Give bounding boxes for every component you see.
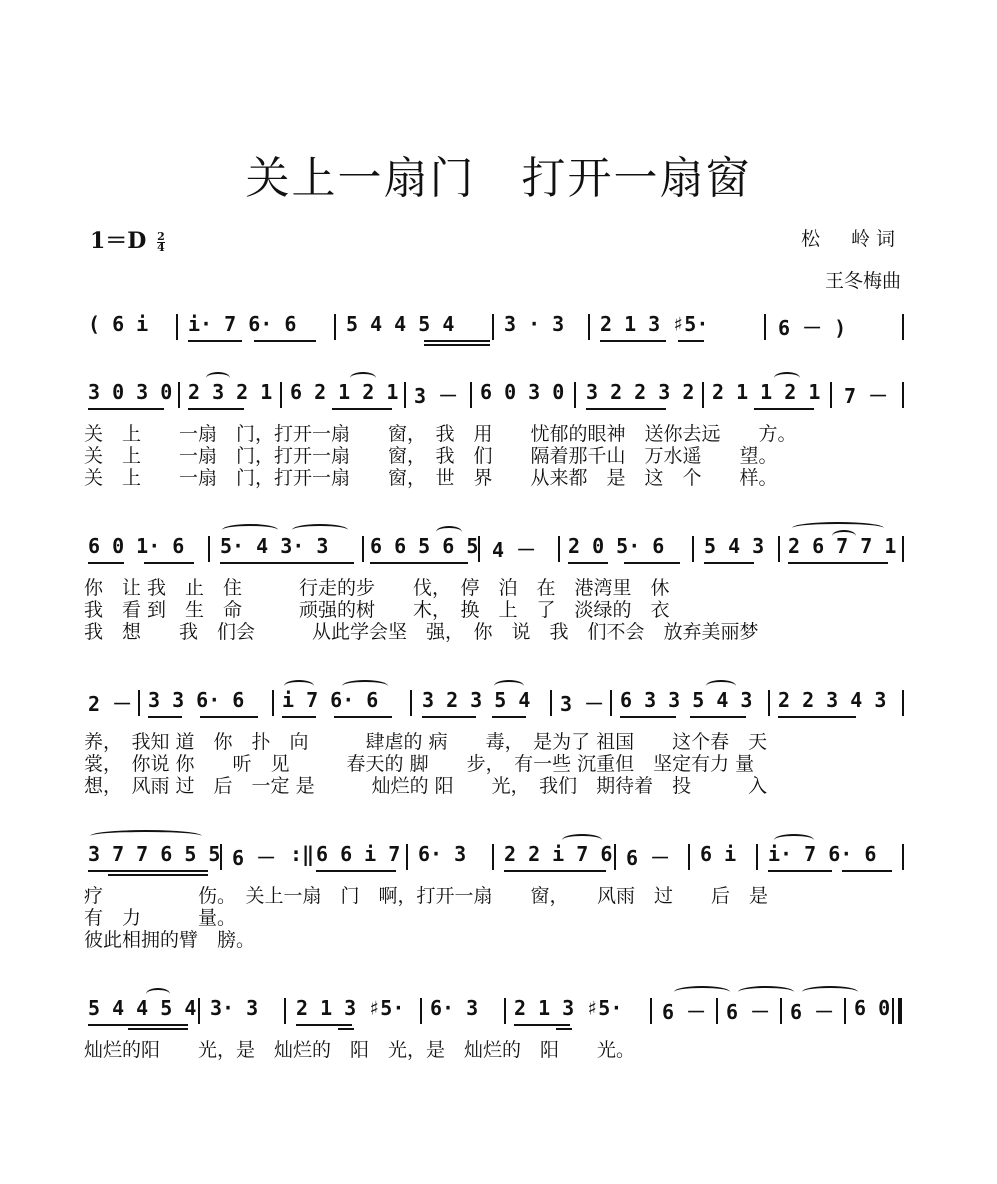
measure: 6 2 1 2 1 [290, 380, 399, 404]
barline [574, 382, 576, 408]
underline [144, 562, 194, 564]
slur [774, 834, 814, 846]
measure: 2 3 2 1 [188, 380, 273, 404]
underline [338, 1028, 354, 1030]
tie [674, 986, 730, 998]
underline [148, 716, 182, 718]
measure: 6 i [700, 842, 737, 866]
slur [284, 680, 314, 692]
measure: 3 － [560, 692, 605, 716]
measure: 6 0 3 0 [480, 380, 565, 404]
lyric-verse-2: 有 力 量。 [84, 907, 237, 929]
key-signature [90, 224, 165, 255]
underline [188, 408, 244, 410]
barline [756, 844, 758, 870]
measure: 6 － [626, 846, 671, 870]
barline [208, 536, 210, 562]
measure: 2 2 3 4 3 [778, 688, 887, 712]
barline [284, 998, 286, 1024]
measure: 2 0 5· 6 [568, 534, 665, 558]
underline [254, 340, 316, 342]
lyric-verse-3: 想， 风雨 过 后 一定 是 灿烂的 阳 光， 我们 期待着 投 入 [84, 775, 768, 797]
barline [220, 844, 222, 870]
slur [350, 372, 376, 384]
underline [842, 870, 892, 872]
notes-row-1 [84, 380, 910, 414]
barline [406, 844, 408, 870]
notes-row-0 [84, 312, 910, 346]
barline [492, 844, 494, 870]
measure: 5 4 3 [704, 534, 765, 558]
notes-row-2 [84, 534, 910, 568]
underline [332, 408, 392, 410]
barline [768, 690, 770, 716]
lyric-verse-1: 关 上 一扇 门，打开一扇 窗， 我 用 忧郁的眼神 送你去远 方。 [84, 423, 797, 445]
measure: 6 0 [854, 996, 891, 1020]
measure: 5 4 4 5 4 [88, 996, 197, 1020]
measure: i· 7 6· 6 [188, 312, 297, 336]
slur [832, 530, 856, 542]
key-label: 1＝D [90, 228, 147, 254]
lyricist-credit: 松 岭词 [800, 228, 901, 250]
underline [334, 716, 392, 718]
underline [586, 408, 666, 410]
underline [690, 716, 746, 718]
measure: 2 1 3 ♯5· [600, 312, 709, 336]
barline [902, 690, 904, 716]
measure: 5 4 4 5 4 [346, 312, 455, 336]
measure: 2 － [88, 692, 133, 716]
measure: 6 － [726, 1000, 771, 1024]
measure: 5· 4 3· 3 [220, 534, 329, 558]
underline [424, 344, 490, 346]
underline [422, 716, 476, 718]
slur [342, 680, 388, 692]
lyric-verse-2: 关 上 一扇 门，打开一扇 窗， 我 们 隔着那千山 万水遥 望。 [84, 445, 778, 467]
notes-row-3 [84, 688, 910, 722]
barline [420, 998, 422, 1024]
slur [706, 680, 736, 692]
barline [588, 314, 590, 340]
measure: 6· 3 [430, 996, 479, 1020]
measure: 6 － [232, 846, 277, 870]
barline [178, 382, 180, 408]
slur [562, 834, 602, 846]
barline [892, 998, 894, 1024]
slur [222, 524, 278, 536]
barline [902, 314, 904, 340]
measure: 7 － [844, 384, 889, 408]
measure: 6 3 3 5 4 3 [620, 688, 753, 712]
barline [902, 536, 904, 562]
title-part-2: 打开一扇窗 [521, 153, 752, 204]
slur [774, 372, 800, 384]
slur [90, 830, 202, 842]
lyric-verse-1: 养， 我知 道 你 扑 向 肆虐的 病 毒， 是为了 祖国 这个春 天 [84, 731, 768, 753]
barline [692, 536, 694, 562]
barline [610, 690, 612, 716]
measure: 3 3 6· 6 [148, 688, 245, 712]
tie [738, 986, 794, 998]
barline [764, 314, 766, 340]
measure: 3 2 3 5 4 [422, 688, 531, 712]
barline [470, 382, 472, 408]
time-signature [157, 229, 165, 254]
lyric-verse-1: 你 让 我 止 住 行走的步 伐， 停 泊 在 港湾里 休 [84, 577, 670, 599]
barline [198, 998, 200, 1024]
measure: 2 1 1 2 1 [712, 380, 821, 404]
measure: 6 － [662, 1000, 707, 1024]
underline [282, 716, 316, 718]
barline [272, 690, 274, 716]
tie [802, 986, 858, 998]
lyric-verse-3: 彼此相拥的臂 膀。 [84, 929, 256, 951]
barline [780, 998, 782, 1024]
underline [788, 562, 888, 564]
barline [176, 314, 178, 340]
underline [220, 562, 354, 564]
measure: 3 － [414, 384, 459, 408]
barline [334, 314, 336, 340]
underline [678, 340, 704, 342]
barline [778, 536, 780, 562]
underline [778, 716, 856, 718]
underline [492, 716, 526, 718]
measure: 2 6 7 7 1 [788, 534, 897, 558]
title-part-1: 关上一扇门 [245, 153, 476, 204]
barline [650, 998, 652, 1024]
measure: 3 7 7 6 5 5 [88, 842, 221, 866]
underline [88, 1024, 188, 1026]
measure: 6 － [790, 1000, 835, 1024]
measure: 4 － [492, 538, 537, 562]
lyric-verse-1: 疗 伤。 关上一扇 门 啊，打开一扇 窗， 风雨 过 后 是 [84, 885, 769, 907]
underline [88, 408, 164, 410]
measure: 6 6 i 7 [316, 842, 401, 866]
barline [558, 536, 560, 562]
underline [600, 340, 666, 342]
measure: 3 2 2 3 2 [586, 380, 695, 404]
barline [902, 844, 904, 870]
underline [504, 870, 606, 872]
underline [620, 716, 676, 718]
underline [200, 716, 258, 718]
barline [550, 690, 552, 716]
underline [296, 1024, 352, 1026]
notes-row-5 [84, 996, 910, 1030]
measure: 3· 3 [210, 996, 259, 1020]
slur [436, 526, 462, 538]
barline [688, 844, 690, 870]
barline [844, 998, 846, 1024]
barline [614, 844, 616, 870]
underline [108, 874, 208, 876]
measure: i· 7 6· 6 [768, 842, 877, 866]
underline [556, 1028, 572, 1030]
notes-row-4 [84, 842, 910, 876]
barline [902, 382, 904, 408]
measure: 6· 3 [418, 842, 467, 866]
barline [362, 536, 364, 562]
underline [88, 870, 208, 872]
time-top: 2 [157, 229, 165, 243]
slur [146, 988, 170, 1000]
measure: 6 0 1· 6 [88, 534, 185, 558]
composer-credit: 王冬梅曲 [824, 270, 901, 292]
measure: 6 － ) [778, 316, 847, 340]
underline [704, 562, 754, 564]
repeat-sign: :‖ [290, 842, 315, 866]
barline [138, 690, 140, 716]
measure: 2 1 3 ♯5· [514, 996, 623, 1020]
time-bottom: 4 [157, 240, 165, 254]
song-title [0, 142, 997, 206]
underline [316, 870, 396, 872]
barline [478, 536, 480, 562]
underline [188, 340, 242, 342]
underline [370, 562, 468, 564]
slur [494, 680, 524, 692]
measure: i 7 6· 6 [282, 688, 379, 712]
final-barline [898, 998, 902, 1024]
underline [768, 870, 832, 872]
measure: 6 6 5 6 5 [370, 534, 479, 558]
barline [716, 998, 718, 1024]
underline [568, 562, 608, 564]
lyric-verse-3: 我 想 我 们会 从此学会坚 强， 你 说 我 们不会 放弃美丽梦 [84, 621, 759, 643]
measure: 3 0 3 0 [88, 380, 173, 404]
lyric-verse-2: 我 看 到 生 命 顽强的树 木， 换 上 了 淡绿的 衣 [84, 599, 670, 621]
underline [754, 408, 814, 410]
barline [504, 998, 506, 1024]
barline [830, 382, 832, 408]
underline [424, 340, 490, 342]
lyric-verse-2: 裳， 你说 你 听 见 春天的 脚 步， 有一些 沉重但 坚定有力 量 [84, 753, 755, 775]
measure: 2 2 i 7 6 [504, 842, 613, 866]
measure: 2 1 3 ♯5· [296, 996, 405, 1020]
slur [206, 372, 230, 384]
barline [410, 690, 412, 716]
lyric-verse-3: 关 上 一扇 门，打开一扇 窗， 世 界 从来都 是 这 个 样。 [84, 467, 778, 489]
barline [404, 382, 406, 408]
barline [702, 382, 704, 408]
underline [514, 1024, 570, 1026]
barline [492, 314, 494, 340]
barline [280, 382, 282, 408]
underline [88, 562, 124, 564]
underline [128, 1028, 188, 1030]
underline [624, 562, 680, 564]
slur [292, 524, 348, 536]
measure: ( 6 i [88, 312, 149, 336]
lyric-verse-1: 灿烂的阳 光，是 灿烂的 阳 光，是 灿烂的 阳 光。 [84, 1039, 636, 1061]
measure: 3 · 3 [504, 312, 565, 336]
